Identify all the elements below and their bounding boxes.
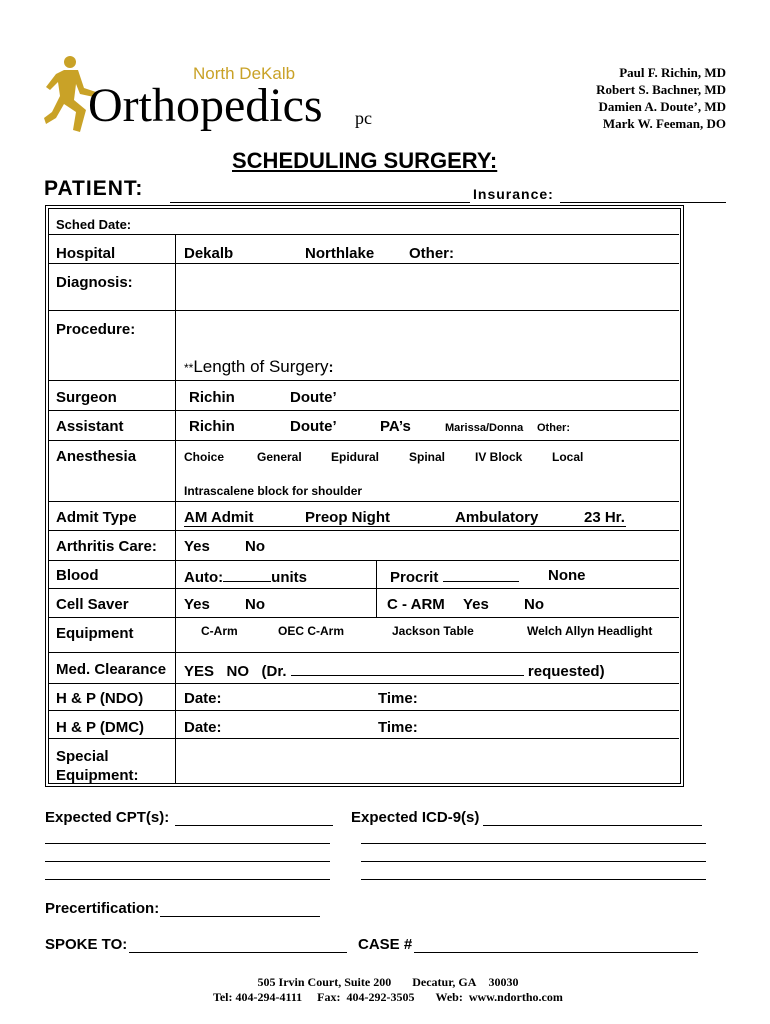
admit-type-label: Admit Type <box>56 509 137 526</box>
doctor-name: Paul F. Richin, MD <box>619 65 726 80</box>
admit-option-23-hr[interactable]: 23 Hr. <box>584 509 625 526</box>
med-requested-label: requested) <box>527 663 605 680</box>
cell-saver-label: Cell Saver <box>56 596 129 613</box>
med-clearance-label: Med. Clearance <box>56 661 167 678</box>
hp-ndo-label: H & P (NDO) <box>56 690 144 707</box>
arthritis-option-yes[interactable]: Yes <box>184 538 210 555</box>
c-arm-label: C - ARM <box>387 596 445 613</box>
length-of-surgery-label <box>184 357 334 377</box>
doctor-list <box>596 64 726 132</box>
anesthesia-option-local[interactable]: Local <box>552 450 584 464</box>
precertification-label: Precertification: <box>45 900 160 917</box>
insurance-label: Insurance: <box>473 186 554 202</box>
hp-dmc-label: H & P (DMC) <box>56 719 145 736</box>
practice-name: Orthopedics <box>88 79 323 132</box>
hp-ndo-date-label[interactable]: Date: <box>184 690 222 707</box>
assistant-option-marissa-donna[interactable]: Marissa/Donna <box>445 422 524 434</box>
icd-line[interactable] <box>483 825 702 826</box>
patient-underline[interactable] <box>170 202 470 203</box>
procedure-label: Procedure: <box>56 321 136 338</box>
admit-option-ambulatory[interactable]: Ambulatory <box>455 509 539 526</box>
special-label-line1: Special <box>56 748 109 765</box>
blood-option-none[interactable]: None <box>548 567 586 584</box>
hp-dmc-date-label[interactable]: Date: <box>184 719 222 736</box>
page-title: SCHEDULING SURGERY: <box>232 148 498 173</box>
blood-auto-label: Auto: <box>184 569 224 586</box>
length-colon: : <box>328 359 334 376</box>
hospital-label: Hospital <box>56 245 116 262</box>
footer-city: Decatur, GA <box>412 975 477 989</box>
hospital-option-northlake[interactable]: Northlake <box>305 245 375 262</box>
icd-line[interactable] <box>361 879 706 880</box>
footer-web[interactable]: Web: www.ndortho.com <box>435 990 563 1004</box>
special-label-line2: Equipment: <box>56 767 139 784</box>
patient-label: PATIENT: <box>44 177 144 200</box>
anesthesia-option-iv-block[interactable]: IV Block <box>475 450 523 464</box>
hospital-option-dekalb[interactable]: Dekalb <box>184 245 234 262</box>
anesthesia-label: Anesthesia <box>56 448 137 465</box>
anesthesia-option-spinal[interactable]: Spinal <box>409 450 446 464</box>
icd-line[interactable] <box>361 861 706 862</box>
blood-procrit-label: Procrit <box>390 569 439 586</box>
c-arm-option-no[interactable]: No <box>524 596 544 613</box>
anesthesia-option-general[interactable]: General <box>257 450 302 464</box>
med-option-yes[interactable]: YES <box>184 663 215 680</box>
surgeon-option-doute[interactable]: Doute’ <box>290 389 337 406</box>
equipment-option-c-arm[interactable]: C-Arm <box>201 624 238 638</box>
anesthesia-option-choice[interactable]: Choice <box>184 450 225 464</box>
cell-saver-option-no[interactable]: No <box>245 596 265 613</box>
arthritis-option-no[interactable]: No <box>245 538 265 555</box>
anesthesia-note[interactable]: Intrascalene block for shoulder <box>184 484 363 498</box>
med-option-no[interactable]: NO <box>226 663 250 680</box>
footer-tel: Tel: 404-294-4111 <box>212 990 303 1004</box>
assistant-option-other[interactable]: Other: <box>537 422 570 434</box>
assistant-option-pas[interactable]: PA’s <box>380 418 411 435</box>
length-text: Length of Surgery <box>193 357 329 376</box>
blood-units-label: units <box>271 569 307 586</box>
diagnosis-label: Diagnosis: <box>56 274 133 291</box>
footer-street: 505 Irvin Court, Suite 200 <box>257 975 392 989</box>
insurance-underline[interactable] <box>560 202 726 203</box>
practice-prefix: North DeKalb <box>193 64 296 83</box>
arthritis-care-label: Arthritis Care: <box>56 538 157 555</box>
equipment-option-welch-allyn[interactable]: Welch Allyn Headlight <box>527 624 653 638</box>
equipment-option-oec-c-arm[interactable]: OEC C-Arm <box>278 624 345 638</box>
doctor-name: Damien A. Doute’, MD <box>598 99 726 114</box>
assistant-option-richin[interactable]: Richin <box>189 418 235 435</box>
sched-date-label: Sched Date: <box>56 217 132 232</box>
blood-auto-field[interactable] <box>184 567 307 586</box>
equipment-option-jackson-table[interactable]: Jackson Table <box>392 624 474 638</box>
case-number-label: CASE # <box>358 936 413 953</box>
surgeon-option-richin[interactable]: Richin <box>189 389 235 406</box>
hp-dmc-time-label[interactable]: Time: <box>378 719 418 736</box>
case-number-line[interactable] <box>414 952 698 953</box>
special-equipment-label <box>56 747 139 785</box>
cpt-line[interactable] <box>45 879 330 880</box>
equipment-label: Equipment <box>56 625 134 642</box>
assistant-label: Assistant <box>56 418 124 435</box>
admit-option-am-admit[interactable]: AM Admit <box>184 509 254 526</box>
surgeon-label: Surgeon <box>56 389 117 406</box>
spoke-to-label: SPOKE TO: <box>45 936 128 953</box>
footer-zip: 30030 <box>488 975 519 989</box>
cell-saver-option-yes[interactable]: Yes <box>184 596 210 613</box>
expected-cpt-label: Expected CPT(s): <box>45 809 170 826</box>
assistant-option-doute[interactable]: Doute’ <box>290 418 337 435</box>
c-arm-option-yes[interactable]: Yes <box>463 596 489 613</box>
doctor-name: Robert S. Bachner, MD <box>596 82 726 97</box>
length-prefix: ** <box>184 361 194 375</box>
blood-procrit-field[interactable] <box>390 567 519 586</box>
hp-ndo-time-label[interactable]: Time: <box>378 690 418 707</box>
spoke-to-line[interactable] <box>129 952 347 953</box>
anesthesia-option-epidural[interactable]: Epidural <box>331 450 380 464</box>
icd-line[interactable] <box>361 843 706 844</box>
cpt-line[interactable] <box>175 825 333 826</box>
med-dr-label: (Dr. <box>261 663 287 680</box>
cpt-line[interactable] <box>45 861 330 862</box>
med-clearance-field[interactable] <box>184 661 605 680</box>
expected-icd-label: Expected ICD-9(s) <box>351 809 480 826</box>
hospital-option-other[interactable]: Other: <box>409 245 454 262</box>
footer-contact-line <box>0 975 770 1005</box>
precertification-line[interactable] <box>160 916 320 917</box>
cpt-line[interactable] <box>45 843 330 844</box>
blood-label: Blood <box>56 567 99 584</box>
practice-suffix: pc <box>355 108 372 128</box>
doctor-name: Mark W. Feeman, DO <box>602 116 726 131</box>
footer-fax: Fax: 404-292-3505 <box>317 990 415 1004</box>
admit-option-preop-night[interactable]: Preop Night <box>305 509 390 526</box>
